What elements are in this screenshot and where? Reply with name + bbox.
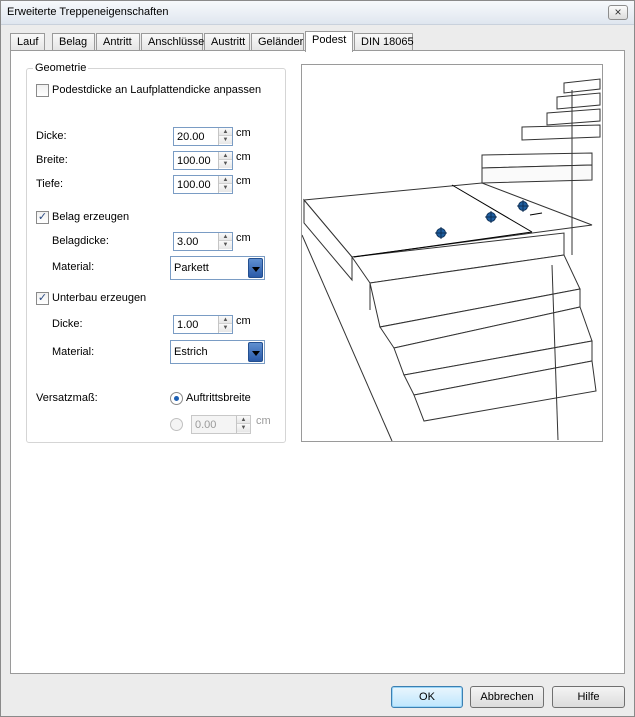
unterbau-dicke-spinner[interactable] [173, 315, 233, 334]
title-bar [1, 1, 634, 25]
breite-spinner[interactable] [173, 151, 233, 170]
close-button[interactable]: × [608, 5, 628, 20]
spin-down-icon[interactable]: ▼ [219, 136, 232, 144]
spin-up-icon[interactable]: ▲ [219, 152, 232, 160]
belag-label: Belag erzeugen [52, 211, 130, 223]
unterbau-dicke-unit: cm [236, 315, 251, 327]
geometry-group [26, 62, 286, 443]
spin-down-icon[interactable]: ▼ [219, 241, 232, 249]
stair-preview [301, 64, 603, 442]
breite-value: 100.00 [177, 155, 211, 167]
tiefe-unit: cm [236, 175, 251, 187]
spin-down-icon[interactable]: ▼ [219, 324, 232, 332]
adapt-thickness-checkbox[interactable] [36, 84, 49, 97]
tab-lauf[interactable]: Lauf [10, 33, 45, 51]
unterbau-material-select[interactable] [170, 340, 265, 364]
tab-belag[interactable]: Belag [52, 33, 95, 51]
custom-offset-radio[interactable] [170, 418, 183, 431]
belag-material-label: Material: [52, 261, 95, 273]
spin-up-icon[interactable]: ▲ [219, 233, 232, 241]
stair-preview-drawing [302, 65, 602, 441]
spin-up-icon[interactable]: ▲ [219, 176, 232, 184]
unterbau-material-value: Estrich [174, 346, 208, 358]
tab-podest[interactable]: Podest [305, 31, 353, 52]
belagdicke-spinner[interactable] [173, 232, 233, 251]
adapt-thickness-label: Podestdicke an Laufplattendicke anpassen [52, 84, 262, 96]
versatz-label: Versatzmaß: [36, 392, 98, 404]
dropdown-arrow-icon[interactable] [248, 342, 263, 362]
auftrittsbreite-label: Auftrittsbreite [186, 392, 251, 404]
belagdicke-label: Belagdicke: [52, 235, 109, 247]
spin-down-icon[interactable]: ▼ [219, 184, 232, 192]
tab-austritt[interactable]: Austritt [204, 33, 250, 51]
group-title: Geometrie [35, 62, 87, 74]
belagdicke-value: 3.00 [177, 236, 199, 248]
unterbau-dicke-value: 1.00 [177, 319, 199, 331]
dicke-unit: cm [236, 127, 251, 139]
custom-offset-spinner[interactable] [191, 415, 251, 434]
breite-label: Breite: [36, 154, 68, 166]
belag-material-value: Parkett [174, 262, 209, 274]
dicke-spinner[interactable] [173, 127, 233, 146]
unterbau-dicke-label: Dicke: [52, 318, 83, 330]
tab-antritt[interactable]: Antritt [96, 33, 140, 51]
tab-panel-podest [10, 50, 625, 674]
unterbau-label: Unterbau erzeugen [52, 292, 147, 304]
unterbau-checkbox[interactable]: ✓ [37, 292, 48, 304]
tab-gelaender[interactable]: Geländer [251, 33, 304, 51]
dicke-value: 20.00 [177, 131, 205, 143]
tiefe-value: 100.00 [177, 179, 211, 191]
tab-anschluesse[interactable]: Anschlüsse [141, 33, 203, 51]
belag-checkbox[interactable]: ✓ [37, 211, 48, 223]
spin-down-icon[interactable]: ▼ [237, 424, 250, 432]
cancel-button[interactable]: Abbrechen [470, 686, 544, 708]
belagdicke-unit: cm [236, 232, 251, 244]
tab-din-18065[interactable]: DIN 18065 [354, 33, 413, 51]
window-title: Erweiterte Treppeneigenschaften [7, 6, 169, 18]
spin-up-icon[interactable]: ▲ [237, 416, 250, 424]
tiefe-spinner[interactable] [173, 175, 233, 194]
spin-up-icon[interactable]: ▲ [219, 128, 232, 136]
custom-offset-value: 0.00 [195, 419, 217, 431]
auftrittsbreite-radio[interactable] [170, 392, 183, 405]
belag-material-select[interactable] [170, 256, 265, 280]
spin-down-icon[interactable]: ▼ [219, 160, 232, 168]
dicke-label: Dicke: [36, 130, 67, 142]
tiefe-label: Tiefe: [36, 178, 64, 190]
dropdown-arrow-icon[interactable] [248, 258, 263, 278]
help-button[interactable]: Hilfe [552, 686, 625, 708]
custom-offset-unit: cm [256, 415, 271, 427]
unterbau-material-label: Material: [52, 346, 95, 358]
spin-up-icon[interactable]: ▲ [219, 316, 232, 324]
ok-button[interactable]: OK [391, 686, 463, 708]
breite-unit: cm [236, 151, 251, 163]
